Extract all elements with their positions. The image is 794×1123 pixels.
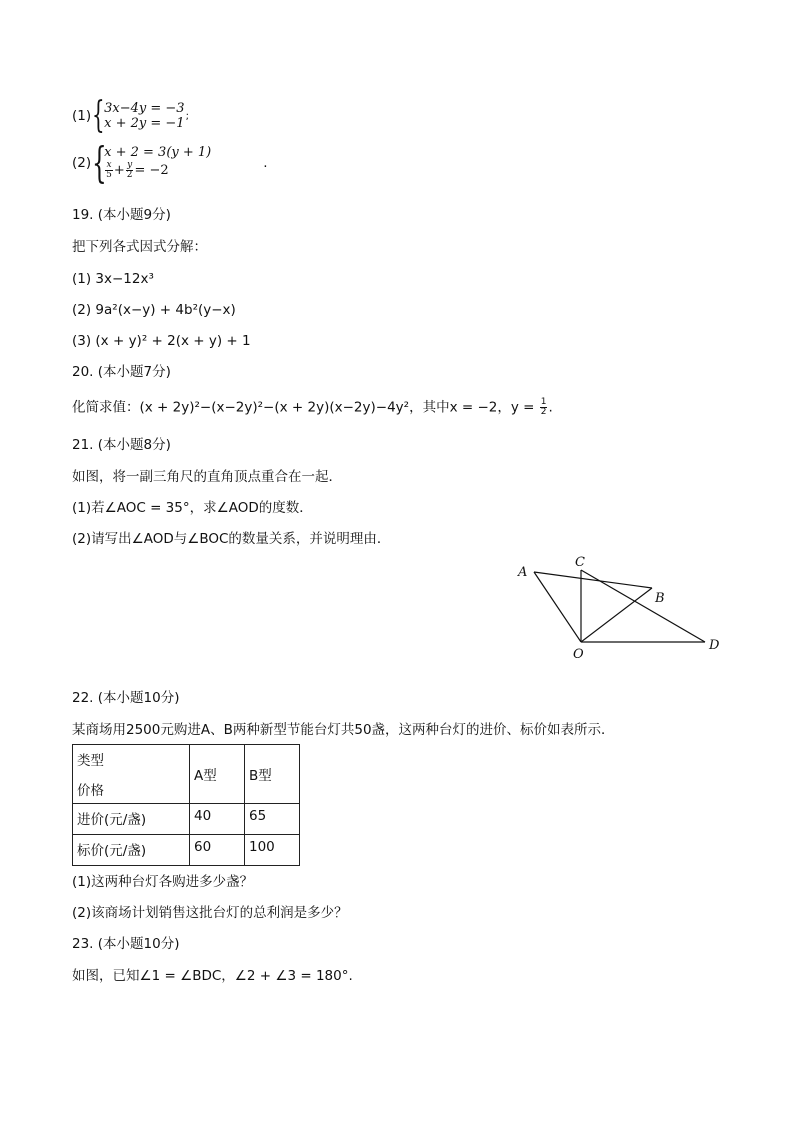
segment-ab (534, 572, 652, 588)
q18-part2-eq1: x + 2 = 3(y + 1) (104, 145, 212, 160)
q20-text: 化简求值：(x + 2y)²−(x−2y)²−(x + 2y)(x−2y)−4y²，其中x = −2，y = $\frac{1}{2}$ . (72, 397, 553, 417)
q18-part1-label: (1) (72, 108, 92, 124)
q18-part1 (72, 95, 189, 136)
table-corner-cell: 类型 价格 (73, 745, 190, 804)
table-row: 进价(元/盏) 40 65 (73, 804, 300, 835)
q21-heading: 21. (本小题8分) (72, 437, 171, 453)
q23-heading: 23. (本小题10分) (72, 936, 180, 952)
q19-heading: 19. (本小题9分) (72, 207, 171, 223)
q22-heading: 22. (本小题10分) (72, 690, 180, 706)
label-a: A (518, 565, 528, 580)
q21-prompt: 如图，将一副三角尺的直角顶点重合在一起． (72, 469, 342, 485)
q20-heading: 20. (本小题7分) (72, 364, 171, 380)
q19-prompt: 把下列各式因式分解： (72, 239, 207, 255)
q22-item-2: (2)该商场计划销售这批台灯的总利润是多少？ (72, 905, 348, 921)
q18-part1-eq1: 3x−4y = −3 (104, 101, 185, 116)
q21-item-1: (1)若∠AOC = 35°，求∠AOD的度数． (72, 500, 313, 516)
segment-ao (534, 572, 581, 642)
q18-part1-tail: ; (185, 110, 189, 122)
segment-ob (581, 588, 652, 642)
q19-item-2: (2) 9a²(x−y) + 4b²(y−x) (72, 302, 236, 318)
q21-item-2: (2)请写出∠AOD与∠BOC的数量关系，并说明理由． (72, 531, 391, 547)
label-c: C (575, 555, 585, 570)
q19-item-3: (3) (x + y)² + 2(x + y) + 1 (72, 333, 251, 349)
q19-item-1: (1) 3x−12x³ (72, 271, 154, 287)
segment-cd (581, 570, 705, 642)
label-d: D (709, 638, 720, 653)
q21-triangle-figure (500, 548, 740, 666)
q22-item-1: (1)这两种台灯各购进多少盏？ (72, 874, 254, 890)
q22-price-table (72, 744, 300, 866)
q18-part1-eq2: x + 2y = −1 (104, 116, 185, 131)
table-header-a: A型 (190, 745, 245, 804)
q18-part2 (72, 137, 268, 187)
table-row: 标价(元/盏) 60 100 (73, 835, 300, 866)
q18-part2-label: (2) (72, 154, 92, 171)
q23-text: 如图，已知∠1 = ∠BDC，∠2 + ∠3 = 180°. (72, 968, 353, 984)
label-b: B (655, 591, 665, 606)
q18-part2-eq2: $\frac{x}{5}$ + $\frac{y}{2}$ = −2 (106, 160, 169, 180)
q18-part2-brace: { (92, 137, 107, 187)
table-header-b: B型 (245, 745, 300, 804)
q22-prompt: 某商场用2500元购进A、B两种新型节能台灯共50盏，这两种台灯的进价、标价如表所示． (72, 722, 615, 738)
label-o: O (573, 647, 584, 662)
q18-part2-tail: . (263, 154, 268, 171)
q18-part1-brace: { (92, 95, 105, 136)
